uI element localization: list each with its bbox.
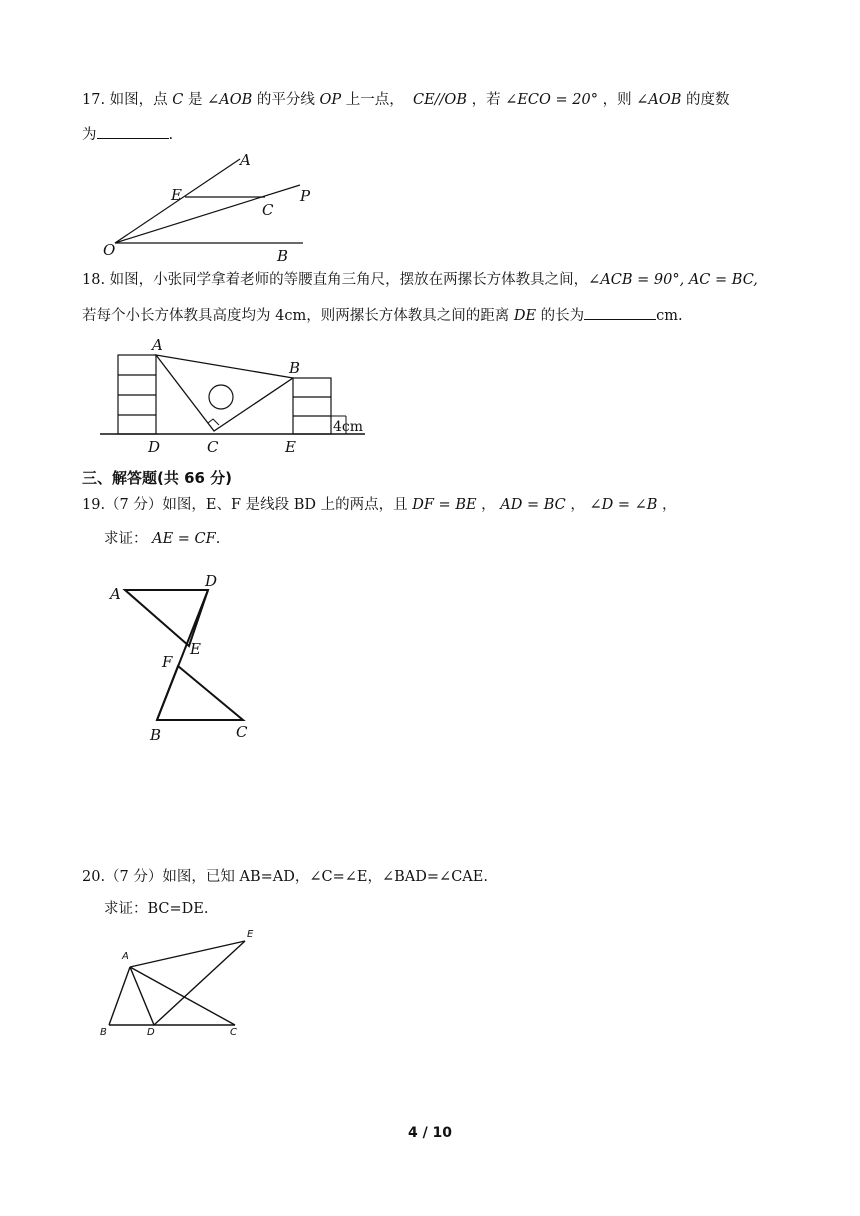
q19-sep: ， <box>570 497 585 513</box>
q18-segment-de: DE <box>513 308 537 324</box>
q17-point-c: C <box>172 92 184 108</box>
label-p: P <box>300 187 311 205</box>
q17-text: 的平分线 <box>256 92 315 108</box>
q17-text: ，若 <box>471 92 501 108</box>
page-number: 4 / 10 <box>407 1125 453 1141</box>
q19-goal: AE = CF <box>152 531 216 547</box>
q19-condition: ∠D = ∠B <box>589 497 658 513</box>
q17-parallel: CE//OB <box>412 92 467 108</box>
segment-de <box>154 941 245 1025</box>
q19-sep: ， <box>662 497 677 513</box>
q17-text: 如图，点 <box>109 92 168 108</box>
label-e: E <box>285 438 296 456</box>
q19-text: . <box>215 531 221 547</box>
section-heading: 三、解答题(共 66 分) <box>82 469 233 487</box>
label-o: O <box>103 241 116 259</box>
label-b: B <box>100 1027 107 1038</box>
q18-line2 <box>82 305 683 326</box>
label-d: D <box>148 438 161 456</box>
q17-text: . <box>168 127 174 143</box>
q19-sep: ， <box>481 497 496 513</box>
q18-condition: ∠ACB = 90°, AC = BC, <box>588 272 758 288</box>
q17-ray-op: OP <box>319 92 342 108</box>
q19-condition: AD = BC <box>500 497 566 513</box>
q19-prove: 求证： <box>104 531 148 547</box>
label-e: E <box>171 186 182 204</box>
triangle-ade <box>125 590 208 646</box>
right-stack <box>293 378 331 434</box>
q19-condition: DF = BE <box>412 497 477 513</box>
label-a: A <box>110 585 121 603</box>
q18-line1 <box>82 270 758 290</box>
set-square <box>156 355 293 431</box>
label-c: C <box>236 723 248 741</box>
q17-text: 上一点， <box>345 92 404 108</box>
triangle-bcf <box>157 666 243 720</box>
label-4cm: 4cm <box>333 419 364 435</box>
q18-text: 若每个小长方体教具高度均为 4cm，则两摞长方体教具之间的距离 <box>82 308 510 324</box>
label-c: C <box>230 1027 237 1038</box>
q20-line1 <box>82 867 488 887</box>
answer-blank[interactable] <box>97 124 169 139</box>
q20-text: 求证：BC=DE. <box>104 901 209 917</box>
label-a: A <box>240 151 251 169</box>
q19-figure <box>105 570 265 750</box>
label-b: B <box>150 726 162 744</box>
q17-text: 的度数 <box>686 92 730 108</box>
label-b: B <box>289 359 301 377</box>
segment-ac <box>130 967 235 1025</box>
q17-line2 <box>82 124 173 145</box>
q17-line1 <box>82 90 730 110</box>
q20-line2 <box>104 899 209 919</box>
q17-number: 17. <box>82 92 106 108</box>
q20-text: 20.（7 分）如图，已知 AB=AD，∠C=∠E，∠BAD=∠CAE. <box>82 869 488 885</box>
set-square-hole <box>209 385 233 409</box>
label-e: E <box>247 929 254 940</box>
label-e: E <box>190 640 201 658</box>
q20-figure <box>95 925 270 1045</box>
label-d: D <box>147 1027 155 1038</box>
label-b: B <box>277 247 289 265</box>
q17-angle-aob: ∠AOB <box>207 92 253 108</box>
q18-figure <box>100 335 380 460</box>
q17-figure <box>95 145 325 265</box>
label-c: C <box>207 438 219 456</box>
segment-ad <box>130 967 154 1025</box>
right-angle-mark <box>208 419 219 425</box>
q17-text: 是 <box>188 92 203 108</box>
segment-ae <box>130 941 245 967</box>
label-a: A <box>122 951 129 962</box>
answer-blank[interactable] <box>584 305 656 320</box>
q17-angle-aob-2: ∠AOB <box>636 92 682 108</box>
q18-text: 的长为 <box>540 308 585 324</box>
segment-ab <box>109 967 130 1025</box>
label-c: C <box>262 201 274 219</box>
q19-text: 19.（7 分）如图，E、F 是线段 BD 上的两点，且 <box>82 497 408 513</box>
q19-line1 <box>82 495 677 515</box>
label-f: F <box>162 653 173 671</box>
q17-text: ，则 <box>602 92 632 108</box>
label-d: D <box>205 572 218 590</box>
q18-text: cm. <box>656 308 683 324</box>
q17-text: 为 <box>82 127 97 143</box>
q17-angle-eco: ∠ECO = 20° <box>505 92 598 108</box>
q18-text: 18. 如图，小张同学拿着老师的等腰直角三角尺，摆放在两摞长方体教具之间， <box>82 272 589 288</box>
q19-line2 <box>104 529 220 549</box>
label-a: A <box>152 336 163 354</box>
